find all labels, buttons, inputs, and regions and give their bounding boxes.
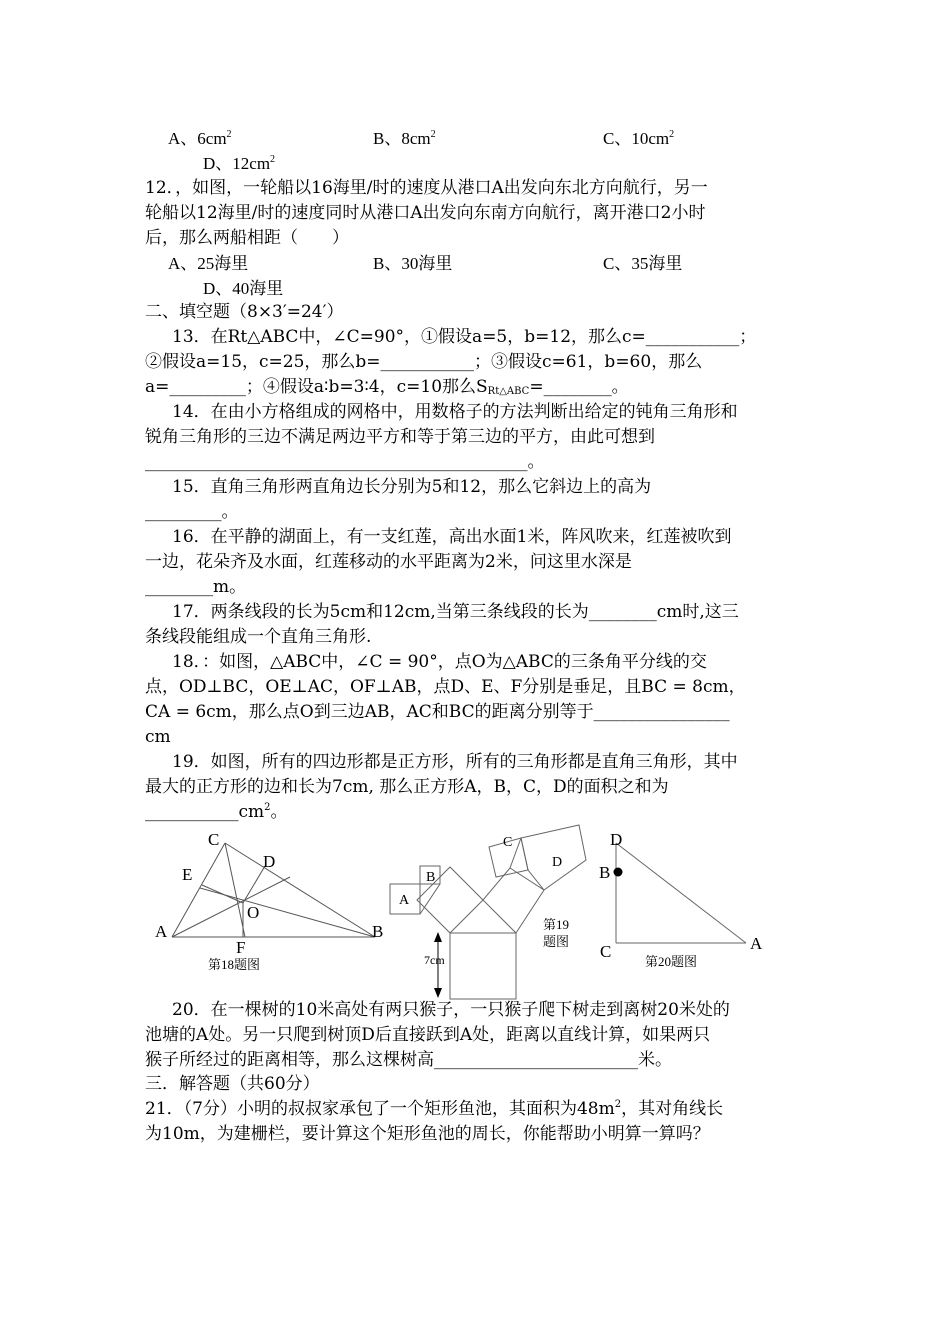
fig18-label-a: A: [155, 922, 168, 941]
q20-line-1: 20．在一棵树的10米高处有两只猴子，一只猴子爬下树走到离树20米处的: [172, 1000, 730, 1020]
q16-line-1: 16．在平静的湖面上，有一支红莲，高出水面1米，阵风吹来，红莲被吹到: [172, 527, 732, 547]
fig18-label-o: O: [247, 903, 260, 922]
fig18-side-ac: [172, 843, 225, 937]
fig19-caption-2: 题图: [543, 934, 570, 949]
fig18-label-d: D: [263, 852, 276, 871]
q12-option-a: A、25海里: [168, 254, 249, 273]
q18-line-4: cm: [145, 727, 171, 747]
fig20-point-b: [614, 868, 623, 877]
q13-line-1: 13．在Rt△ABC中，∠C=90°，①假设a=5，b=12，那么c=___________；: [172, 327, 757, 347]
fig19-square-large: [450, 933, 516, 999]
fig19-tri-line: [420, 884, 440, 914]
fig18-label-f: F: [236, 938, 246, 957]
q12-line-3: 后，那么两船相距（ ）: [145, 228, 349, 248]
q19-line-3: $\_\_\_\_\_\_\_\_\_\_\_cm^2$。: [145, 802, 288, 822]
section3-title: 三．解答题（共60分）: [145, 1074, 320, 1094]
q11-option-a: A、$6cm^2$: [168, 129, 232, 148]
q11-option-d: D、$12cm^2$: [203, 154, 276, 173]
fig19-caption-1: 第19: [543, 917, 570, 932]
q12-option-c: C、35海里: [603, 254, 683, 273]
fig19-square-right: [483, 868, 544, 933]
figure-19: [380, 820, 600, 1000]
q14-line-1: 14．在由小方格组成的网格中，用数格子的方法判断出给定的钝角三角形和: [172, 402, 738, 422]
fig19-label-c: C: [503, 835, 513, 850]
q19-line-2: 最大的正方形的边和长为7cm, 那么正方形A，B，C，D的面积之和为: [145, 777, 669, 797]
q11-option-c: C、$10cm^2$: [603, 129, 675, 148]
fig18-bisector-c: [225, 843, 245, 937]
fig20-label-c: C: [600, 942, 612, 961]
section2-title: 二、填空题（8×3′=24′）: [145, 302, 344, 322]
fig20-label-b: B: [599, 863, 611, 882]
fig19-side-label: 7cm: [424, 953, 445, 967]
q12-line-2: 轮船以12海里/时的速度同时从港口A出发向东南方向航行，离开港口2小时: [145, 203, 706, 223]
q15-line-1: 15．直角三角形两直角边长分别为5和12，那么它斜边上的高为: [172, 477, 652, 497]
fig19-arrow-down: [434, 988, 442, 998]
fig18-label-c: C: [208, 830, 220, 849]
q21-line-1: 21．（7分）小明的叔叔家承包了一个矩形鱼池，其面积为$48m^2$，其对角线长: [145, 1099, 724, 1119]
q20-line-3: 猴子所经过的距离相等，那么这棵树高________________________米。: [145, 1050, 672, 1070]
fig18-oe: [202, 885, 243, 903]
q11-option-b: B、$8cm^2$: [373, 129, 436, 148]
q14-line-2: 锐角三角形的三边不满足两边平方和等于第三边的平方，由此可想到: [145, 427, 655, 447]
figure-18: [150, 825, 390, 975]
fig18-od: [243, 866, 265, 903]
fig18-caption: 第18题图: [208, 957, 261, 972]
q12-option-b: B、30海里: [373, 254, 453, 273]
q18-line-3: CA = 6cm，那么点O到三边AB，AC和BC的距离分别等于________________: [145, 702, 730, 722]
q15-line-2: _________。: [145, 502, 239, 522]
q20-line-2: 池塘的A处。另一只爬到树顶D后直接跃到A处，距离以直线计算，如果两只: [145, 1025, 711, 1045]
fig18-side-cb: [225, 843, 375, 937]
q18-line-1: 18．：如图，△ABC中，∠C = 90°，点O为△ABC的三条角平分线的交: [172, 652, 707, 672]
q12-line-1: 12．，如图，一轮船以16海里/时的速度从港口A出发向东北方向航行，另一: [145, 178, 708, 198]
figure-20: [590, 825, 780, 975]
fig18-label-b: B: [372, 922, 384, 941]
q16-line-3: ________m。: [145, 577, 247, 597]
fig18-label-e: E: [182, 865, 193, 884]
q12-option-d: D、40海里: [203, 279, 284, 298]
q14-line-3: _____________________________________________。: [145, 452, 545, 472]
q19-line-1: 19．如图，所有的四边形都是正方形，所有的三角形都是直角三角形，其中: [172, 752, 738, 772]
q13-line-2: ②假设a=15，c=25，那么b=___________；③假设c=61，b=60，那么: [145, 352, 703, 372]
fig19-arrow-up: [434, 932, 442, 942]
q17-line-2: 条线段能组成一个直角三角形.: [145, 627, 372, 647]
q21-line-2: 为10m，为建栅栏，要计算这个矩形鱼池的周长，你能帮助小明算一算吗？: [145, 1124, 710, 1144]
q17-line-1: 17．两条线段的长为5cm和12cm,当第三条线段的长为________cm时,这三: [172, 602, 739, 622]
q18-line-2: 点，OD⊥BC，OE⊥AC，OF⊥AB，点D、E、F分别是垂足，且BC = 8cm，: [145, 677, 746, 697]
fig19-label-a: A: [399, 893, 410, 908]
fig20-label-a: A: [750, 934, 763, 953]
fig19-label-b: B: [426, 870, 436, 885]
fig20-caption: 第20题图: [645, 954, 698, 969]
q13-line-3: a=_________；④假设a∶b=3∶4，c=10那么$S_{Rt\triangle ABC}=\_\_\_\_\_\_\_\_$。: [145, 377, 629, 397]
fig19-label-d: D: [552, 855, 563, 870]
fig18-bisector-a: [172, 877, 290, 937]
q16-line-2: 一边，花朵齐及水面，红莲移动的水平距离为2米，问这里水深是: [145, 552, 632, 572]
fig20-label-d: D: [610, 830, 623, 849]
fig20-jump-path: [616, 843, 746, 943]
